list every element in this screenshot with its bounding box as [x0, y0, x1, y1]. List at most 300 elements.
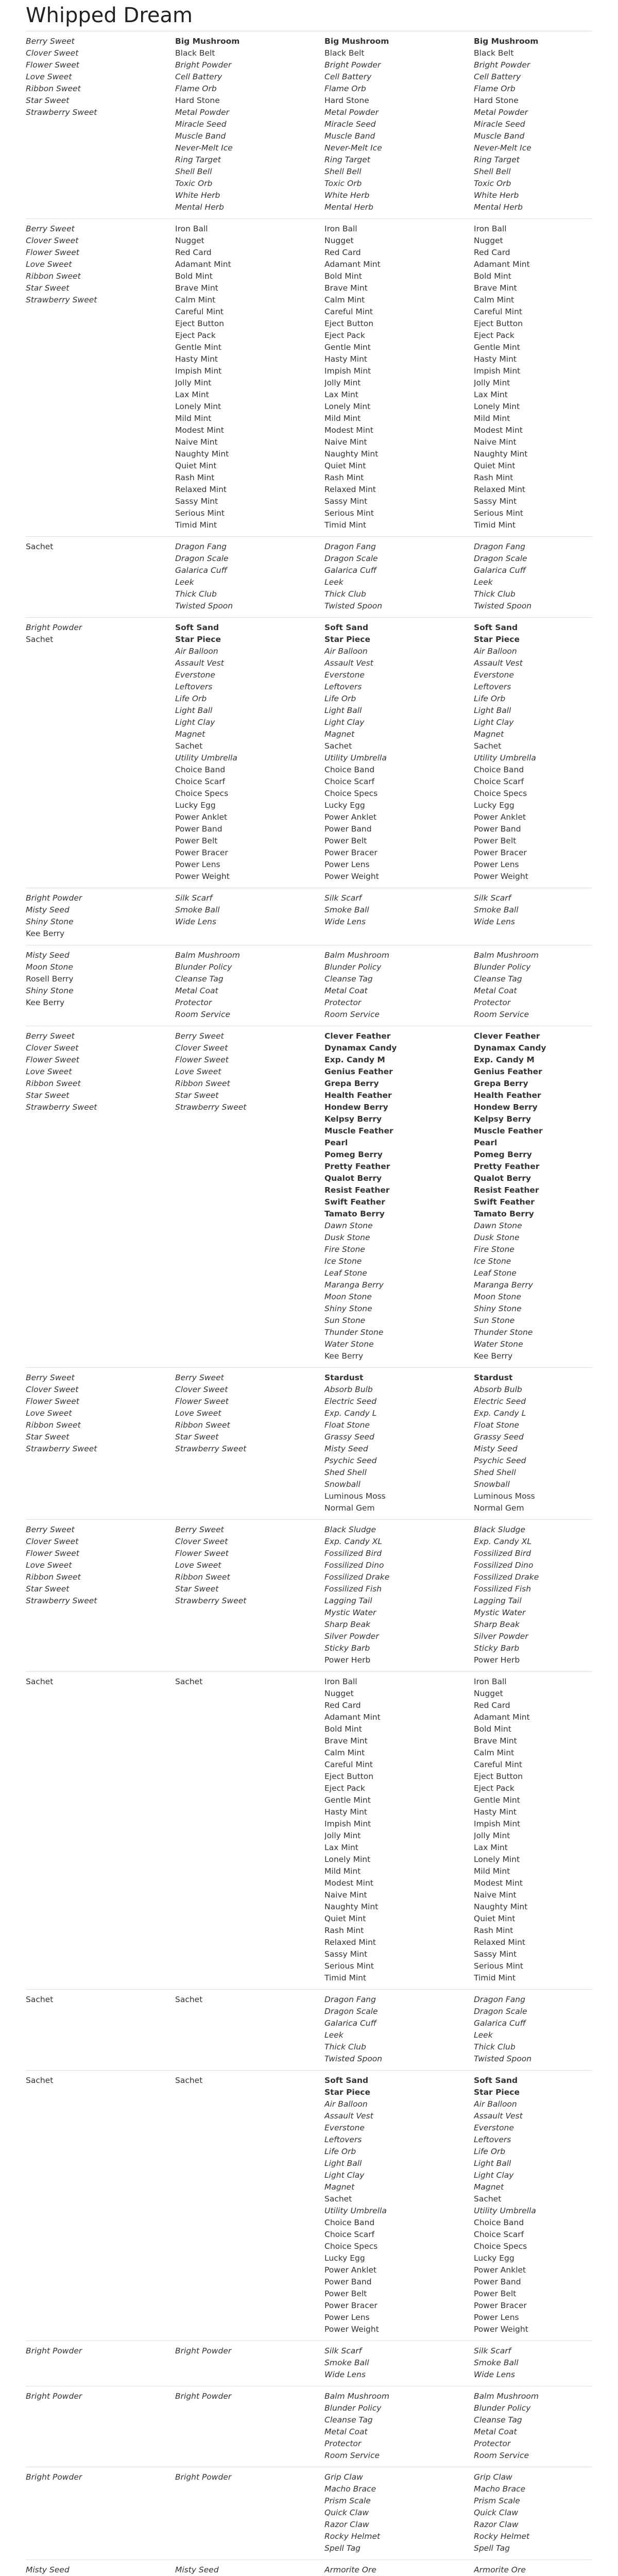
- item-name: Misty Seed: [26, 905, 70, 914]
- item-name: Snowball: [474, 1480, 510, 1489]
- item-name: Careful Mint: [324, 307, 373, 316]
- cell-ingredient-a: [26, 1672, 175, 1990]
- cell-result-b: [474, 1990, 592, 2071]
- item-name: Calm Mint: [324, 295, 365, 304]
- item-name: Leek: [324, 578, 344, 587]
- item-name: Wide Lens: [324, 917, 366, 926]
- item-name: Dawn Stone: [474, 1221, 522, 1230]
- item-name: Ring Target: [175, 155, 221, 164]
- item-name: Dragon Fang: [474, 542, 525, 551]
- item-name: Assault Vest: [324, 2111, 373, 2121]
- item-name: Rash Mint: [474, 473, 513, 482]
- item-name: Light Ball: [474, 2159, 511, 2168]
- cell-result-a: [324, 219, 474, 537]
- cell-ingredient-a: [26, 219, 175, 537]
- item-name: Protector: [175, 998, 212, 1007]
- item-name: Miracle Seed: [474, 120, 525, 129]
- item-name: Light Ball: [324, 2159, 362, 2168]
- item-name: Strawberry Sweet: [175, 1103, 247, 1112]
- item-name: Nugget: [474, 236, 503, 245]
- item-name: Choice Scarf: [324, 2230, 375, 2239]
- item-name: Power Bracer: [324, 2301, 377, 2310]
- item-name: Mild Mint: [175, 414, 212, 423]
- item-name: Fossilized Fish: [474, 1584, 531, 1594]
- item-name: Thick Club: [324, 589, 366, 599]
- item-name: Lucky Egg: [474, 801, 514, 810]
- item-name: Naughty Mint: [474, 449, 528, 459]
- item-name: Hard Stone: [324, 96, 369, 105]
- cell-ingredient-b: [175, 2341, 324, 2386]
- item-name: White Herb: [175, 191, 220, 200]
- item-name: Clover Sweet: [26, 1385, 79, 1394]
- item-name: Sticky Barb: [474, 1643, 520, 1653]
- item-name: Rash Mint: [324, 473, 364, 482]
- item-name: Misty Seed: [26, 2565, 70, 2574]
- item-name: Red Card: [474, 1701, 510, 1710]
- item-name: Timid Mint: [324, 520, 367, 530]
- cell-result-b: [474, 1368, 592, 1520]
- item-name: Smoke Ball: [474, 2358, 519, 2367]
- item-name: Assault Vest: [474, 658, 523, 668]
- item-name: Sharp Beak: [324, 1620, 370, 1629]
- item-name: Air Balloon: [324, 647, 368, 656]
- item-name: Star Sweet: [26, 1091, 70, 1100]
- item-name: Naive Mint: [175, 437, 218, 447]
- item-name: Cleanse Tag: [324, 974, 373, 984]
- item-name: Love Sweet: [26, 72, 72, 81]
- item-name: Air Balloon: [474, 647, 517, 656]
- item-name: Exp. Candy L: [474, 1409, 526, 1418]
- item-name: Eject Button: [175, 319, 225, 328]
- cell-result-b: [474, 219, 592, 537]
- table-row: [26, 537, 592, 618]
- item-name: Naive Mint: [324, 437, 367, 447]
- item-name: Magnet: [324, 730, 355, 739]
- item-name: Pearl: [324, 1138, 348, 1147]
- item-name: Silk Scarf: [324, 2346, 362, 2355]
- item-name: Dragon Fang: [324, 1995, 376, 2004]
- item-name: Assault Vest: [175, 658, 224, 668]
- item-name: Leftovers: [175, 682, 213, 691]
- item-name: Sachet: [175, 741, 203, 751]
- item-name: Power Lens: [324, 2313, 370, 2322]
- item-name: Star Sweet: [26, 1432, 70, 1442]
- item-name: Room Service: [474, 1010, 529, 1019]
- item-name: Sassy Mint: [324, 497, 368, 506]
- item-name: Hasty Mint: [474, 1807, 517, 1817]
- item-name: Muscle Feather: [324, 1126, 393, 1136]
- item-name: Lucky Egg: [175, 801, 216, 810]
- item-name: Moon Stone: [324, 1292, 372, 1301]
- item-name: Lonely Mint: [324, 402, 371, 411]
- item-name: Ice Stone: [474, 1257, 511, 1266]
- item-name: Rocky Helmet: [324, 2532, 381, 2541]
- item-name: Clever Feather: [324, 1031, 391, 1041]
- item-name: Ring Target: [324, 155, 370, 164]
- item-name: Modest Mint: [324, 1878, 373, 1888]
- item-name: Black Sludge: [324, 1525, 376, 1534]
- item-name: Life Orb: [175, 694, 207, 703]
- item-name: Strawberry Sweet: [26, 1444, 97, 1453]
- item-name: Timid Mint: [474, 1973, 516, 1982]
- item-name: Silk Scarf: [474, 2346, 511, 2355]
- item-name: Hard Stone: [474, 96, 519, 105]
- item-name: Power Anklet: [474, 2265, 526, 2275]
- item-name: Sachet: [474, 741, 502, 751]
- item-name: Ribbon Sweet: [26, 1420, 81, 1430]
- item-name: Sassy Mint: [324, 1950, 368, 1959]
- item-name: Qualot Berry: [474, 1174, 531, 1183]
- item-name: Muscle Band: [474, 131, 525, 141]
- item-name: Utility Umbrella: [474, 2206, 536, 2215]
- item-name: Air Balloon: [175, 647, 218, 656]
- item-name: Soft Sand: [474, 2076, 518, 2085]
- item-name: Misty Seed: [324, 1444, 368, 1453]
- item-name: Soft Sand: [474, 623, 518, 632]
- item-name: Jolly Mint: [474, 1831, 510, 1840]
- item-name: Naughty Mint: [474, 1902, 528, 1911]
- item-name: Clover Sweet: [26, 236, 79, 245]
- item-name: Balm Mushroom: [324, 2392, 389, 2401]
- item-name: Snowball: [324, 1480, 360, 1489]
- item-name: Choice Specs: [474, 2242, 527, 2251]
- item-name: Life Orb: [324, 694, 356, 703]
- item-name: Power Anklet: [175, 812, 228, 822]
- item-name: Sassy Mint: [175, 497, 218, 506]
- item-name: Shed Shell: [474, 1468, 516, 1477]
- item-name: Clever Feather: [474, 1031, 540, 1041]
- item-name: Galarica Cuff: [175, 566, 227, 575]
- item-name: Everstone: [324, 670, 365, 680]
- item-table: [26, 31, 592, 2576]
- item-name: Clover Sweet: [26, 48, 79, 58]
- item-name: Sachet: [26, 542, 54, 551]
- item-name: Psychic Seed: [474, 1456, 526, 1465]
- item-name: Mild Mint: [324, 1867, 361, 1876]
- item-name: Choice Specs: [324, 2242, 378, 2251]
- cell-result-b: [474, 888, 592, 945]
- cell-ingredient-b: [175, 537, 324, 618]
- item-name: Twisted Spoon: [474, 2054, 532, 2063]
- item-name: Pearl: [474, 1138, 497, 1147]
- item-name: Star Sweet: [175, 1584, 219, 1594]
- item-name: Kee Berry: [474, 1351, 513, 1361]
- item-name: Ribbon Sweet: [175, 1420, 230, 1430]
- item-name: Jolly Mint: [175, 378, 212, 387]
- item-name: Bold Mint: [474, 272, 511, 281]
- item-name: Mental Herb: [474, 202, 523, 212]
- item-name: Ice Stone: [324, 1257, 362, 1266]
- item-name: Silk Scarf: [175, 893, 213, 903]
- item-name: Light Ball: [324, 706, 362, 715]
- item-name: Power Belt: [175, 836, 218, 845]
- item-name: Love Sweet: [26, 1409, 72, 1418]
- item-name: Adamant Mint: [175, 260, 231, 269]
- item-name: Star Sweet: [26, 283, 70, 293]
- item-name: Lonely Mint: [474, 1855, 520, 1864]
- cell-ingredient-a: [26, 1026, 175, 1368]
- item-name: Power Belt: [324, 2289, 367, 2298]
- item-name: Choice Band: [324, 2218, 375, 2227]
- item-name: Sachet: [26, 635, 54, 644]
- item-name: Nugget: [324, 236, 354, 245]
- item-name: Ring Target: [474, 155, 520, 164]
- item-name: Adamant Mint: [324, 1713, 381, 1722]
- item-name: Power Belt: [474, 2289, 517, 2298]
- item-name: Modest Mint: [324, 426, 373, 435]
- item-name: Timid Mint: [175, 520, 217, 530]
- item-name: Star Sweet: [175, 1091, 219, 1100]
- item-name: Bright Powder: [26, 2392, 82, 2401]
- item-name: Silver Powder: [324, 1632, 379, 1641]
- item-name: Power Anklet: [324, 2265, 377, 2275]
- item-name: Tamato Berry: [324, 1209, 385, 1218]
- item-name: Grepa Berry: [474, 1079, 528, 1088]
- item-name: Mental Herb: [324, 202, 373, 212]
- cell-ingredient-b: [175, 1026, 324, 1368]
- item-name: Spell Tag: [474, 2544, 510, 2553]
- item-name: Berry Sweet: [26, 1031, 75, 1041]
- item-name: Flower Sweet: [26, 1549, 79, 1558]
- item-name: Power Band: [474, 824, 521, 834]
- cell-result-a: [324, 2341, 474, 2386]
- item-name: Smoke Ball: [324, 2358, 369, 2367]
- item-name: Exp. Candy L: [324, 1409, 377, 1418]
- item-name: Sassy Mint: [474, 1950, 517, 1959]
- item-name: Muscle Band: [175, 131, 226, 141]
- item-name: Metal Coat: [175, 986, 218, 995]
- table-row: [26, 945, 592, 1026]
- item-name: Sachet: [26, 1995, 54, 2004]
- item-name: Rash Mint: [474, 1926, 513, 1935]
- item-name: Gentle Mint: [175, 343, 221, 352]
- item-name: Blunder Policy: [175, 962, 232, 972]
- item-name: Hard Stone: [175, 96, 220, 105]
- item-name: Love Sweet: [175, 1067, 221, 1076]
- cell-result-b: [474, 1672, 592, 1990]
- item-name: Miracle Seed: [324, 120, 376, 129]
- cell-result-a: [324, 2467, 474, 2560]
- item-name: Dragon Scale: [324, 554, 378, 563]
- item-name: Hasty Mint: [324, 354, 367, 364]
- item-name: Grepa Berry: [324, 1079, 379, 1088]
- item-name: Adamant Mint: [324, 260, 381, 269]
- item-name: Impish Mint: [175, 366, 222, 376]
- item-name: Gentle Mint: [474, 1795, 520, 1805]
- item-name: Tamato Berry: [474, 1209, 534, 1218]
- item-name: Air Balloon: [324, 2099, 368, 2109]
- item-name: Exp. Candy XL: [324, 1537, 382, 1546]
- item-name: Utility Umbrella: [324, 753, 387, 762]
- item-name: Qualot Berry: [324, 1174, 382, 1183]
- item-name: Bright Powder: [175, 2392, 232, 2401]
- item-name: Naive Mint: [474, 1890, 517, 1900]
- item-name: Sachet: [324, 2194, 352, 2204]
- item-name: Strawberry Sweet: [175, 1596, 247, 1605]
- item-name: Magnet: [474, 2182, 504, 2192]
- item-name: Black Sludge: [474, 1525, 526, 1534]
- item-name: Sun Stone: [324, 1316, 366, 1325]
- item-name: Red Card: [175, 248, 212, 257]
- item-name: Miracle Seed: [175, 120, 227, 129]
- item-name: Sachet: [175, 1995, 203, 2004]
- item-name: Balm Mushroom: [324, 951, 389, 960]
- item-name: Room Service: [324, 1010, 380, 1019]
- item-name: Magnet: [175, 730, 205, 739]
- item-name: Eject Pack: [175, 331, 216, 340]
- item-name: Macho Brace: [324, 2484, 376, 2494]
- item-name: Soft Sand: [324, 623, 369, 632]
- item-name: Iron Ball: [175, 224, 208, 233]
- cell-ingredient-b: [175, 31, 324, 219]
- item-name: Thick Club: [474, 2042, 516, 2052]
- item-name: Misty Seed: [175, 2565, 219, 2574]
- item-name: Naive Mint: [474, 437, 517, 447]
- item-name: Iron Ball: [474, 224, 507, 233]
- item-name: Bright Powder: [26, 2472, 82, 2482]
- cell-result-b: [474, 1520, 592, 1672]
- item-name: Berry Sweet: [175, 1031, 224, 1041]
- item-name: Calm Mint: [474, 295, 514, 304]
- item-name: Eject Button: [324, 1772, 374, 1781]
- item-name: Misty Seed: [26, 951, 70, 960]
- item-name: Adamant Mint: [474, 260, 530, 269]
- item-name: Power Bracer: [324, 848, 377, 857]
- item-name: Room Service: [324, 2451, 380, 2460]
- cell-ingredient-b: [175, 1672, 324, 1990]
- item-name: Power Lens: [474, 860, 519, 869]
- item-name: Kee Berry: [324, 1351, 364, 1361]
- item-name: Exp. Candy M: [324, 1055, 385, 1064]
- item-name: Power Bracer: [175, 848, 228, 857]
- item-name: Power Belt: [324, 836, 367, 845]
- item-name: Lagging Tail: [474, 1596, 522, 1605]
- item-name: Love Sweet: [26, 260, 72, 269]
- table-row: [26, 2467, 592, 2560]
- item-name: Clover Sweet: [175, 1537, 228, 1546]
- item-name: Modest Mint: [474, 1878, 523, 1888]
- item-name: Black Belt: [175, 48, 215, 58]
- item-name: Berry Sweet: [175, 1525, 224, 1534]
- item-name: Eject Pack: [474, 331, 514, 340]
- item-name: Flower Sweet: [175, 1397, 229, 1406]
- item-name: Power Weight: [324, 872, 379, 881]
- item-name: Dragon Scale: [175, 554, 229, 563]
- item-name: Power Band: [324, 824, 372, 834]
- item-name: Never-Melt Ice: [175, 143, 233, 152]
- item-name: Nugget: [474, 1689, 503, 1698]
- item-name: Choice Scarf: [474, 777, 524, 786]
- item-name: Serious Mint: [175, 509, 225, 518]
- item-name: Quiet Mint: [324, 1914, 366, 1923]
- item-name: Float Stone: [324, 1420, 370, 1430]
- cell-ingredient-b: [175, 945, 324, 1026]
- cell-result-a: [324, 618, 474, 888]
- item-name: Metal Powder: [175, 108, 229, 117]
- item-name: Strawberry Sweet: [26, 108, 97, 117]
- cell-ingredient-b: [175, 618, 324, 888]
- cell-ingredient-b: [175, 2560, 324, 2576]
- page: [0, 3, 618, 2576]
- item-name: Muscle Band: [324, 131, 375, 141]
- item-name: Bold Mint: [474, 1724, 511, 1734]
- item-name: Shiny Stone: [26, 917, 74, 926]
- item-name: Everstone: [175, 670, 215, 680]
- item-name: Silk Scarf: [324, 893, 362, 903]
- cell-result-b: [474, 2341, 592, 2386]
- cell-result-a: [324, 2386, 474, 2467]
- item-name: Quick Claw: [324, 2508, 369, 2517]
- item-name: Quiet Mint: [175, 461, 217, 470]
- item-name: Love Sweet: [175, 1409, 221, 1418]
- item-name: Electric Seed: [324, 1397, 377, 1406]
- item-name: Twisted Spoon: [324, 2054, 383, 2063]
- item-name: Mild Mint: [474, 414, 510, 423]
- item-name: Stardust: [324, 1373, 364, 1382]
- table-row: [26, 888, 592, 945]
- item-name: Mystic Water: [474, 1608, 526, 1617]
- page-title: Whipped Dream: [26, 4, 193, 27]
- item-name: Jolly Mint: [474, 378, 510, 387]
- item-name: Power Band: [175, 824, 222, 834]
- item-name: Galarica Cuff: [324, 566, 376, 575]
- item-name: Gentle Mint: [324, 1795, 371, 1805]
- table-row: [26, 2071, 592, 2341]
- item-name: Dusk Stone: [324, 1233, 370, 1242]
- item-name: Naive Mint: [324, 1890, 367, 1900]
- item-name: Ribbon Sweet: [26, 1572, 81, 1582]
- cell-result-b: [474, 31, 592, 219]
- item-name: Flame Orb: [474, 84, 516, 93]
- item-name: Absorb Bulb: [324, 1385, 373, 1394]
- item-name: Cleanse Tag: [324, 2415, 373, 2425]
- item-name: Bright Powder: [26, 623, 82, 632]
- item-name: Wide Lens: [175, 917, 217, 926]
- item-name: Power Band: [474, 2277, 521, 2286]
- item-name: Cell Battery: [324, 72, 372, 81]
- item-name: Hasty Mint: [175, 354, 218, 364]
- item-name: Blunder Policy: [474, 2403, 531, 2413]
- item-name: Smoke Ball: [474, 905, 519, 914]
- item-name: Leaf Stone: [474, 1268, 517, 1278]
- item-name: Twisted Spoon: [474, 601, 532, 611]
- item-name: Never-Melt Ice: [324, 143, 382, 152]
- item-name: Cell Battery: [175, 72, 222, 81]
- item-name: Jolly Mint: [324, 1831, 361, 1840]
- item-name: Thick Club: [324, 2042, 366, 2052]
- item-name: Absorb Bulb: [474, 1385, 522, 1394]
- cell-result-a: [324, 945, 474, 1026]
- item-name: Impish Mint: [324, 366, 371, 376]
- item-name: Leek: [474, 2030, 493, 2040]
- item-name: Relaxed Mint: [474, 485, 525, 494]
- item-name: Health Feather: [474, 1091, 541, 1100]
- item-name: Ribbon Sweet: [26, 84, 81, 93]
- item-name: Power Weight: [474, 2325, 528, 2334]
- item-name: Fossilized Bird: [324, 1549, 382, 1558]
- item-name: Bright Powder: [26, 893, 82, 903]
- item-name: Flower Sweet: [26, 60, 79, 70]
- item-name: Power Lens: [324, 860, 370, 869]
- item-name: Luminous Moss: [324, 1492, 386, 1501]
- item-name: Hondew Berry: [324, 1103, 388, 1112]
- item-name: Sachet: [26, 1677, 54, 1686]
- item-name: Muscle Feather: [474, 1126, 543, 1136]
- item-name: Eject Button: [474, 1772, 523, 1781]
- item-name: Sassy Mint: [474, 497, 517, 506]
- item-name: Metal Coat: [474, 2427, 517, 2436]
- item-name: Fossilized Drake: [324, 1572, 390, 1582]
